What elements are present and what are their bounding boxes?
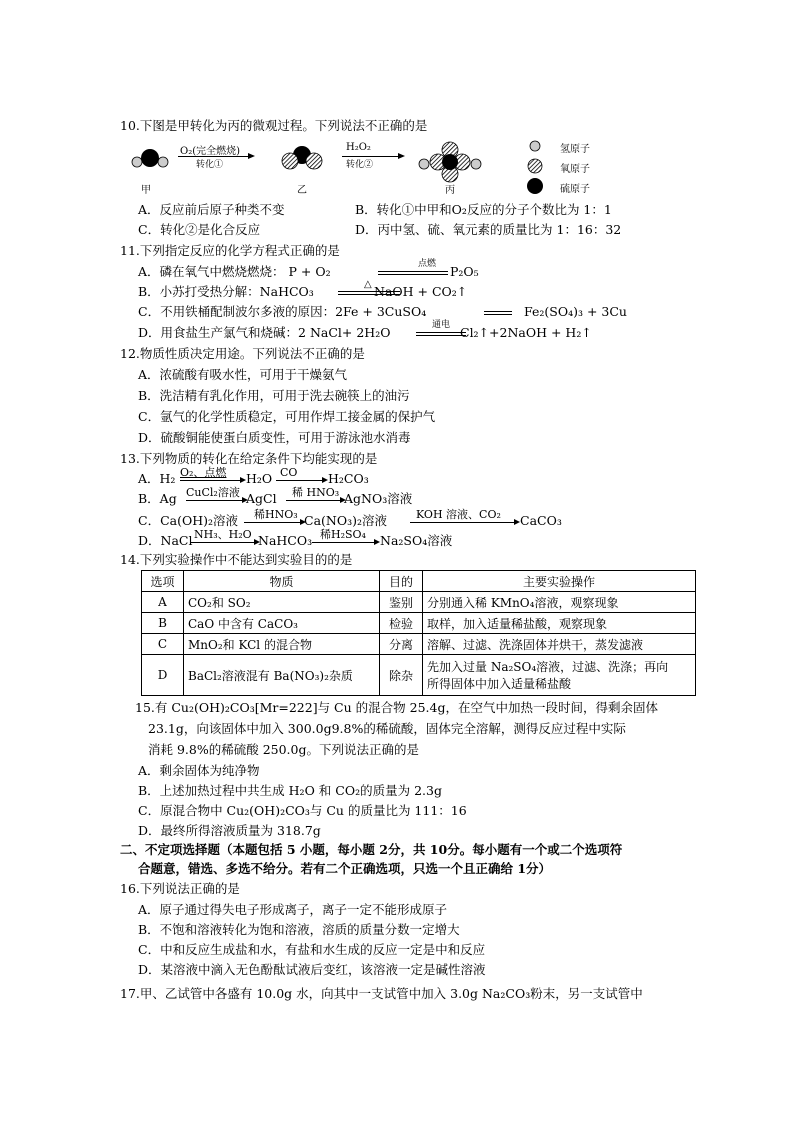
legend-hydrogen: 氢原子 — [560, 144, 590, 155]
q12-option-c: C．氩气的化学性质稳定，可用作焊工接金属的保护气 — [138, 409, 436, 424]
table-cell: 鉴别 — [380, 592, 423, 613]
q10-option-b: B．转化①中甲和O₂反应的分子个数比为 1：1 — [355, 202, 612, 217]
table-cell: BaCl₂溶液混有 Ba(NO₃)₂杂质 — [184, 655, 380, 696]
table-cell: CaO 中含有 CaCO₃ — [184, 613, 380, 634]
q11-option-c: C．不用铁桶配制波尔多液的原因：2Fe + 3CuSO₄ Fe₂(SO₄)₃ + 3Cu — [138, 304, 627, 319]
q10-stem: 10.下图是甲转化为丙的微观过程。下列说法不正确的是 — [120, 118, 428, 133]
q15-line-3: 消耗 9.8%的稀硫酸 250.0g。下列说法正确的是 — [148, 742, 419, 757]
molecule-jia — [132, 149, 168, 167]
q10-option-c: C．转化②是化合反应 — [138, 222, 261, 237]
q15-option-b: B．上述加热过程中共生成 H₂O 和 CO₂的质量为 2.3g — [138, 783, 442, 798]
q11-option-d: D．用食盐生产氯气和烧碱：2 NaCl+ 2H₂O 通电 Cl₂↑+2NaOH + H₂↑ — [138, 320, 592, 340]
q13-stem: 13.下列物质的转化在给定条件下均能实现的是 — [120, 451, 378, 466]
q12-option-a: A．浓硫酸有吸水性，可用于干燥氨气 — [138, 367, 348, 382]
q11-stem: 11.下列指定反应的化学方程式正确的是 — [120, 243, 340, 258]
table-header: 选项 — [142, 571, 184, 592]
q15-option-a: A．剩余固体为纯净物 — [138, 763, 260, 778]
q13-option-b: B．Ag CuCl₂溶液 AgCl 稀 HNO₃ AgNO₃溶液 — [138, 486, 413, 506]
q14-table — [141, 570, 696, 696]
q10-arrow-1: O₂(完全燃烧) 转化① — [178, 142, 258, 172]
table-cell: 分别通入稀 KMnO₄溶液，观察现象 — [423, 592, 696, 613]
q12-stem: 12.物质性质决定用途。下列说法不正确的是 — [120, 346, 365, 361]
table-header-row — [142, 571, 696, 592]
q16-stem: 16.下列说法正确的是 — [120, 881, 240, 896]
label-yi: 乙 — [297, 185, 307, 196]
table-row — [142, 634, 696, 655]
table-cell: 除杂 — [380, 655, 423, 696]
table-cell: 先加入过量 Na₂SO₄溶液，过滤、洗涤；再向 所得固体中加入适量稀盐酸 — [423, 655, 696, 696]
q12-option-b: B．洗洁精有乳化作用，可用于洗去碗筷上的油污 — [138, 388, 410, 403]
q16-option-c: C．中和反应生成盐和水，有盐和水生成的反应一定是中和反应 — [138, 942, 486, 957]
q15-option-d: D．最终所得溶液质量为 318.7g — [138, 823, 321, 838]
q15-option-c: C．原混合物中 Cu₂(OH)₂CO₃与 Cu 的质量比为 111：16 — [138, 803, 467, 818]
q15-line-2: 23.1g，向该固体中加入 300.0g9.8%的稀硫酸，固体完全溶解，测得反应过程中实际 — [148, 721, 626, 736]
q14-stem: 14.下列实验操作中不能达到实验目的的是 — [120, 552, 353, 567]
table-cell: D — [142, 655, 184, 696]
q12-option-d: D．硫酸铜能使蛋白质变性，可用于游泳池水消毒 — [138, 430, 411, 445]
molecule-bing — [419, 142, 481, 182]
q13-option-c: C．Ca(OH)₂溶液 稀HNO₃ Ca(NO₃)₂溶液 KOH 溶液、CO₂ CaCO₃ — [138, 508, 562, 528]
section-2-heading: 二、不定项选择题（本题包括 5 小题，每小题 2分，共 10分。每小题有一个或二个选项符 — [120, 842, 623, 857]
q17-stem: 17.甲、乙试管中各盛有 10.0g 水，向其中一支试管中加入 3.0g Na₂CO₃粉末，另一支试管中 — [120, 986, 643, 1001]
table-cell: 分离 — [380, 634, 423, 655]
table-cell: B — [142, 613, 184, 634]
table-cell: MnO₂和 KCl 的混合物 — [184, 634, 380, 655]
label-jia: 甲 — [141, 185, 151, 196]
legend-oxygen: 氧原子 — [560, 164, 590, 175]
legend-icons — [527, 141, 543, 194]
q11-option-a: A．磷在氧气中燃烧燃烧： P + O₂ 点燃 P₂O₅ — [138, 259, 479, 279]
molecule-yi — [282, 146, 322, 169]
table-row — [142, 655, 696, 696]
section-2-heading-cont: 合题意，错选、多选不给分。若有二个正确选项，只选一个且正确给 1分） — [138, 861, 552, 876]
table-header: 物质 — [184, 571, 380, 592]
legend-sulfur: 硫原子 — [560, 184, 590, 195]
table-row — [142, 613, 696, 634]
table-header: 主要实验操作 — [423, 571, 696, 592]
q15-line-1: 15.有 Cu₂(OH)₂CO₃[Mr=222]与 Cu 的混合物 25.4g，在空气中加热一段时间，得剩余固体 — [135, 700, 658, 715]
q13-option-a: A．H₂ O₂、点燃 H₂O CO H₂CO₃ — [138, 466, 369, 486]
q16-option-a: A．原子通过得失电子形成离子，离子一定不能形成原子 — [138, 902, 448, 917]
table-cell: 检验 — [380, 613, 423, 634]
q13-option-d: D．NaCl NH₃、H₂O NaHCO₃ 稀H₂SO₄ Na₂SO₄溶液 — [138, 528, 453, 548]
q16-option-b: B．不饱和溶液转化为饱和溶液，溶质的质量分数一定增大 — [138, 922, 460, 937]
q10-arrow-2: H₂O₂ 转化② — [342, 142, 410, 172]
table-cell: CO₂和 SO₂ — [184, 592, 380, 613]
q16-option-d: D．某溶液中滴入无色酚酞试液后变红，该溶液一定是碱性溶液 — [138, 962, 486, 977]
table-cell: A — [142, 592, 184, 613]
table-row — [142, 592, 696, 613]
q10-option-a: A．反应前后原子种类不变 — [138, 202, 285, 217]
table-cell: 溶解、过滤、洗涤固体并烘干，蒸发滤液 — [423, 634, 696, 655]
q11-option-b: B．小苏打受热分解：NaHCO₃ △ NaOH + CO₂↑ — [138, 279, 468, 299]
q10-option-d: D．丙中氢、硫、氧元素的质量比为 1：16：32 — [355, 222, 622, 237]
table-cell: 取样，加入适量稀盐酸，观察现象 — [423, 613, 696, 634]
table-header: 目的 — [380, 571, 423, 592]
table-cell: C — [142, 634, 184, 655]
label-bing: 丙 — [445, 185, 455, 196]
